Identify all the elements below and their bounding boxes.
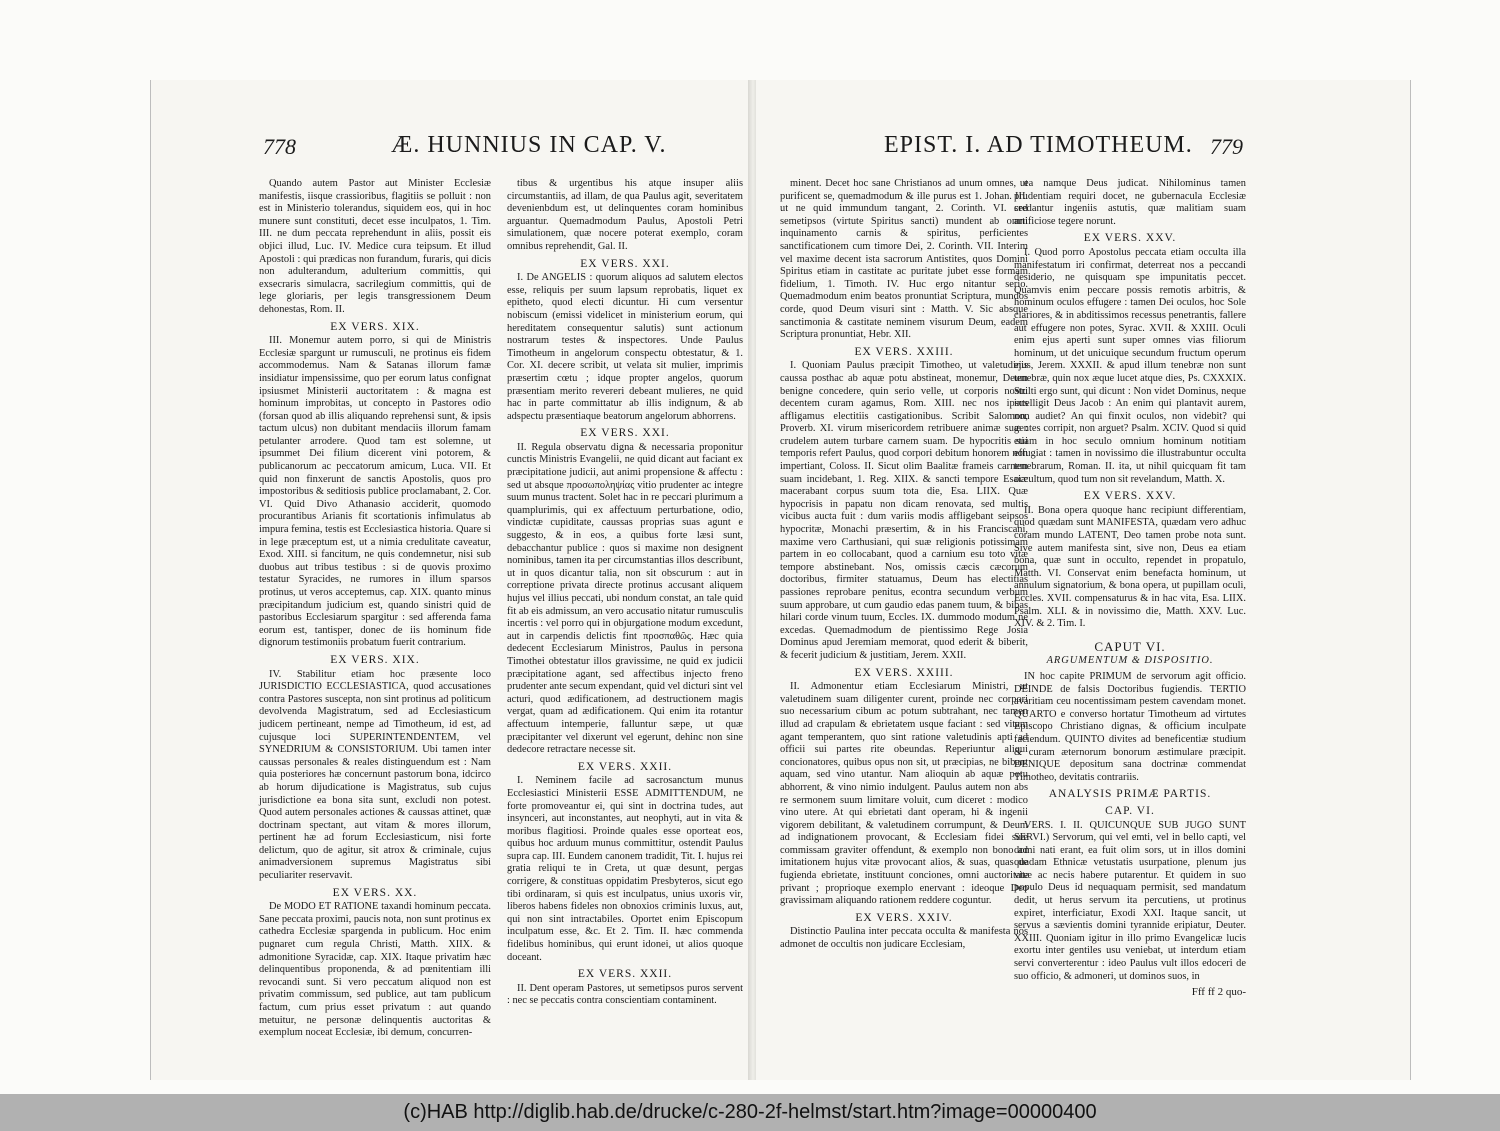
- section-heading: EX VERS. XXI.: [580, 257, 670, 270]
- section-heading: EX VERS. XIX.: [330, 320, 420, 333]
- paragraph: IV. Stabilitur etiam hoc præsente loco JURISDICTIO ECCLESIASTICA, quod accusationes contra Pastores suscepta, non sint protinus ad politicum devolvenda Magistratum, sed ad Ecclesiasticum judicem pertineant, nempe ad Timotheum, id est, ad cujusque loci SUPERINTENDENTEM, vel SYNEDRIUM & CONSISTORIUM. Ubi tamen inter caussas personales & reales distinguendum est : Nam quia posteriores hæ concernunt pastorum bona, idcirco ab horum dijudicatione is Magistratus, sub cujus jurisdictione ea bona sita sunt, excludi non potest. Quod autem personales actiones & caussas attinet, quæ doctrinam spectant, aut vitam & mores illorum, pertinent hæ ad forum Ecclesiasticum, nisi forte delictum, quo de agitur, sit atrox & criminale, cujus animadversionem supremus Magistratus sibi peculiariter reservavit.: [259, 668, 491, 882]
- paragraph: minent. Decet hoc sane Christianos ad unum omnes, ut purificent se, quemadmodum & ille purus est 1. Johan. III. ut ne quid immundum tangant, 2. Corinth. VI. sed semetipsos (virtute Spiritus sancti) mundent ab omni inquinamento carnis & spiritus, perficientes sanctificationem cum timore Dei, 2. Corinth. VII. Interim vel maxime decent ista sacrorum Antistites, quos Domini Spiritus etiam in castitate ac puritate jubet esse formam fidelium, 1. Timoth. IV. Huc ergo nitantur serio. Quemadmodum enim beatos pronuntiat Scriptura, mundos corde, quod Deum visuri sint : Matth. V. Sic absque sanctimonia & castitate neminem visurum Deum, eadem Scriptura pronuntiat, Hebr. XII.: [780, 178, 1028, 341]
- left-page-number: 778: [263, 134, 296, 159]
- right-column-1: [780, 178, 1028, 955]
- section-heading: EX VERS. XX.: [332, 886, 418, 899]
- paragraph: tibus & urgentibus his atque insuper aliis circumstantiis, ad illam, de qua Paulus agit, severitatem devenienbdum est, ut delinquentes coram hominibus arguantur. Quemadmodum Paulus, Apostoli Petri simulationem, quæ nocere poterat exemplo, coram omnibus reprehendit, Gal. II.: [507, 178, 743, 252]
- left-column-1: [259, 178, 491, 1043]
- right-column-2: [1014, 178, 1246, 1002]
- paragraph: II. Bona opera quoque hanc recipiunt differentiam, quod quædam sunt MANIFESTA, quædam vero adhuc coram mundo LATENT, Deo tamen probe nota sunt. Sive autem manifesta sint, sive non, Deus ea etiam bona, quæ sunt in occulto, rependet in propatulo, Matth. VI. Conservat enim benefacta hominum, ut annulum signatorium, & bona opera, ut pupillam oculi, Eccles. XVII. compensaturus & in hac vita, Esa. LIIX. Psalm. XLI. & in novissimo die, Matth. XXV. Luc. XIV. & 2. Tim. I.: [1014, 504, 1246, 630]
- section-heading: EX VERS. XXIII.: [854, 666, 954, 679]
- section-heading: CAP. VI.: [1105, 804, 1155, 817]
- right-page-number: 779: [1210, 134, 1243, 159]
- section-heading: EX VERS. XXI.: [580, 427, 670, 440]
- copyright-url[interactable]: (c)HAB http://diglib.hab.de/drucke/c-280-2f-helmst/start.htm?image=00000400: [403, 1101, 1097, 1123]
- paragraph: Quando autem Pastor aut Minister Ecclesiæ manifestis, iisque crassioribus, flagitiis se polluit : non est in Ministerio tolerandus, siquidem eos, qui in hoc munere sunt constituti, decet esse inculpatos, 1. Tim. III. ne dum peccata reprehendunt in aliis, possit eis objici illud, Luc. IV. Medice cura teipsum. Et illud Apostoli : qui prædicas non furandum, furaris, qui dicis non adulterandum, adulterium committis, qui exsecraris simulacra, sacrilegium committis, qui de lege gloriaris, per legis transgressionem Deum dehonestas, Rom. II.: [259, 178, 491, 315]
- paragraph: I. Quod porro Apostolus peccata etiam occulta illa manifestatum iri confirmat, deterreat nos a peccandi desiderio, ne quisquam spe impunitatis peccet. Quamvis enim peccare possis remotis arbitris, & hominum oculos effugere : tamen Dei oculos, hoc Sole clariores, & in abditissimos recessus penetrantis, fallere aut effugere non potes, Syrac. XVII. & XXIII. Oculi enim ejus aperti sunt super omnes vias filiorum hominum, ut det unicuique secundum fructum operum ejus, Jerem. XXXII. & apud illum tenebræ non sunt tenebræ, quin nox æque lucet atque dies, Ps. CXXXIX. Stulti ergo sunt, qui dicunt : Non videt Dominus, neque intelligit Deus Jacob : An enim qui plantavit aurem, non audiet? An qui finxit oculos, non videbit? qui gentes corripit, non arguet? Psalm. XCIV. Quod si quid etiam in hoc seculo omnium hominum notitiam effugiat : tamen in novissimo die illustrabuntur occulta tenebrarum, Roman. II. ita, ut nihil quicquam fit tam occultum, quod tum non sit revelandum, Matth. X.: [1014, 246, 1246, 485]
- right-running-head: EPIST. I. AD TIMOTHEUM.: [884, 132, 1193, 158]
- section-heading: EX VERS. XXII.: [577, 968, 673, 981]
- section-heading: EX VERS. XIX.: [330, 653, 420, 666]
- section-heading: EX VERS. XXII.: [577, 760, 673, 773]
- paragraph: III. Monemur autem porro, si qui de Ministris Ecclesiæ spargunt ur rumusculi, ne protinus eis fidem accommodemus. Nam & Satanas illorum famæ insidiatur impensissime, quo per eorum latus confignat ipsiusmet Ministerii auctoritatem : & magna est hominum improbitas, ut concepto in Pastores odio (forsan quod ab illis aliquando reprehensi sunt, & ipsis tactum ulcus) non dubitant mendaciis illorum famam petulanter arrodere. Quod tam est solemne, ut ipsummet Dei filium dicerent vini potorem, & publicanorum ac peccatorum amicum, Luca. VII. Et quid non finxerunt de sanctis Apostolis, quos pro impostoribus & seditiosis publice proclamabant, 2. Cor. VI. Quid Divo Athanasio acciderit, quomodo procurantibus Arianis fit scortationis infimulatus ab impura femina, testis est Ecclesiastica historia. Quare si in lege præceptum est, ut a nimia credulitate caveatur, Exod. XIII. si fancitum, ne quis condemnetur, nisi sub duobus aut tribus testibus : si de quovis proximo testatur Syracides, ne rumores in illum sparsos protinus, ut veros acceptemus, cap. XIX. quanto minus præcipitandum judicium est, quando sinistri quid de pastoribus Ecclesiarum spargitur : sed afferenda fama eorum est, tantisper, donec de iis hominum fide dignorum testimoniis probatum fuerit contrarium.: [259, 335, 491, 649]
- left-column-2: [507, 178, 743, 1011]
- paragraph: Distinctio Paulina inter peccata occulta & manifesta nos admonet de occultis non judicare Ecclesiam,: [780, 926, 1028, 951]
- section-heading: EX VERS. XXV.: [1083, 490, 1177, 503]
- book-spread: [150, 80, 1410, 1080]
- left-page: [150, 80, 751, 1080]
- section-heading: ARGUMENTUM & DISPOSITIO.: [1046, 655, 1214, 667]
- paragraph: II. Dent operam Pastores, ut semetipsos puros servent : nec se peccatis contra conscientiam contaminent.: [507, 982, 743, 1007]
- paragraph: ea namque Deus judicat. Nihilominus tamen prudentiam requiri docet, ne gubernacula Ecclesiæ credantur ingeniis astutis, quæ malitiam suam artificiose tegere norunt.: [1014, 178, 1246, 227]
- paragraph: VERS. I. II. QUICUNQUE SUB JUGO SUNT SERVI.) Servorum, qui vel emti, vel in bello capti, vel domi nati erant, ea fuit olim sors, ut in illos domini quadam Ethnicæ vetustatis usurpatione, plenum jus vitæ ac necis habere putarentur. Et quidem in suo populo Deus id nequaquam permisit, sed mandatum dedit, ut herus servum ita percutiens, ut protinus expiret, interficiatur, Exodi XXI. Itaque sancit, ut servus a sævientis domini tyrannide eripiatur, Deuter. XXIII. Quoniam igitur in illo primo Evangelicæ lucis exortu inter gentiles usu veniebat, ut interdum etiam servi converterentur : ideo Paulus vult illos edoceri de suo officio, & admoneri, ut dominos suos, in: [1014, 819, 1246, 982]
- section-heading: EX VERS. XXIV.: [855, 911, 953, 924]
- paragraph: I. Quoniam Paulus præcipit Timotheo, ut valetudinis caussa posthac ab aquæ potu abstineat, monemur, Deum benigne concedere, quin serio velle, ut corporis nostri decentem curam agamus, Rom. XIII. nec nos ipsos affligamus electitiis castigationibus. Scribit Salomon, Proverb. XI. virum misericordem retribuere animæ suæ : crudelem autem turbare carnem suam. De hypocritis sui temporis refert Paulus, quod corpori debitum honorem non impertiant, Coloss. II. Sicut olim Baalitæ frameis carnem suam incidebant, 1. Reg. XIIX. & sancti tempore Esaiæ macerabant corpus suum tota die, Esa. LIIX. Quæ hypocrisis in papatu non dicam renovata, sed multis vicibus aucta fuit : dum variis modis affligebant seipsos hypocritæ, Monachi præsertim, & in his Franciscani, maxime vero Carthusiani, qui suæ religionis potissimam partem in eo collocabant, quod a carnium esu toto vitæ tempore abstinebant. Nos, omissis cæcis cæcorum doctoribus, firmiter statuamus, Deum has electitias passiones reprobare penitus, econtra secundum verbum suum approbare, ut cum gaudio edas panem tuum, & bibas hilari corde vinum tuum, Eccles. IX. dummodo modum ne excedas. Quemadmodum de pientissimo Rege Josia Dominus apud Jeremiam memorat, quod ederit & biberit, & fecerit judicium & justitiam, Jerem. XXII.: [780, 360, 1028, 661]
- footer-bar: [0, 1094, 1500, 1131]
- paragraph: IN hoc capite PRIMUM de servorum agit officio. DEINDE de falsis Doctoribus fugiendis. TERTIO avaritiam ceu nocentissimam pestem cavendam monet. QUARTO e converso hortatur Timotheum ad virtutes Episcopo Christiano dignas, & officium inculpate faciendum. QUINTO divites ad beneficentiæ studium & curam æternorum bonorum æstimulare præcipit. DENIQUE depositum sana doctrinæ commendat Timotheo, devitatis contrariis.: [1014, 670, 1246, 783]
- section-heading: EX VERS. XXV.: [1083, 232, 1177, 245]
- paragraph: II. Regula observatu digna & necessaria proponitur cunctis Ministris Evangelii, ne quid dicant aut faciant ex præcipitatione judicii, aut animi propensione & affectu : sed ut absque προσωποληψίας vitio prudenter ac integre suum munus tractent. Solet hac in re peccari plurimum a quamplurimis, qui ex affectuum perturbatione, odio, vindictæ cupiditate, caussas proprias suas agunt e suggesto, & in eos, a quibus forte læsi sunt, debacchantur publice : quos si maxime non designent nominibus, tamen ita per circumstantias illos describunt, ut in quos dicantur talia, non sit obscurum : aut in correptione privata directe protinus accusant aliquem hujus vel illius peccati, ubi nondum constat, an tale quid fit ab eis admissum, an vero accusatio nitatur rumusculis incertis : vel porro qui in objurgatione modum excedunt, aut in carpendis delictis fint προσπαθῶς. Hæc quia dedecent Ecclesiarum Ministros, Paulus in persona Timothei obtestatur illos gravissime, ne quid ex judicii præcipitatione agant, sed affectibus injecto freno prudenter ante secum expendant, quid vel dicturi sint vel acturi, quod ædificationem, ad destructionem magis vergat, quam ad ædificationem. Qui enim ita rotantur affectuum intemperie, falluntur sæpe, ut quæ præcipitanter vel dixerunt vel egerunt, dehinc non sine dedecore retractare necesse sit.: [507, 441, 743, 756]
- paragraph: II. Admonentur etiam Ecclesiarum Ministri, ut valetudinem suam diligenter curent, proinde nec corpori suo necessarium cibum ac potum subtrahant, nec tamen illud ad crapulam & ebrietatem usque faciant : sed vitam agant temperantem, quo sint ratione valetudinis apti ad officii sui partes rite obeundas. Reperiuntur aliqui concionatores, quibus opus non sit, ut præcipias, ne bibant aquam, sed vino utantur. Nam alioquin ab aquæ potu abhorrent, & vino nimio indulgent. Paulus autem non abs re sermonem suum limitare voluit, cum diceret : modico vino utere. At qui ebrietati dant operam, hi & ingenii vigorem debilitant, & valetudinem corrumpunt, & Deum ad indignationem provocant, & Ecclesiam fidei suæ commissam graviter offendunt, & exemplo non bono ad imitationem hujus vitæ provocant alios, & suas, quas de fugienda ebrietate, instituunt conciones, omni auctoritate privant ; proprioque exemplo enervant : ideoque Deo gravissimam aliquando rationem reddere coguntur.: [780, 681, 1028, 907]
- right-page: [756, 80, 1411, 1080]
- left-running-head: Æ. HUNNIUS IN CAP. V.: [391, 132, 667, 158]
- paragraph: I. Neminem facile ad sacrosanctum munus Ecclesiastici Ministerii ESSE ADMITTENDUM, ne forte promoveantur ei, qui sint in doctrina tudes, aut insynceri, aut inconstantes, aut neophyti, aut in vita & moribus flagitiosi. Proinde quales esse oporteat eos, quibus hoc arduum munus committitur, ostendit Paulus supra cap. III. Eundem canonem tradidit, Tit. I. hujus rei gratia reliqui te in Creta, ut quæ desunt, pergas corrigere, & constituas oppidatim Presbyteros, sicut ego tibi ordinaram, si quis est inculpatus, unius uxoris vir, liberos habens fideles non obnoxios criminis luxus, aut, qui non sint intractabiles. Oportet enim Episcopum inculpatum esse, &c. Et 2. Tim. II. hæc commenda fidelibus hominibus, qui erunt idonei, ut alios quoque doceant.: [507, 775, 743, 963]
- paragraph: De MODO ET RATIONE taxandi hominum peccata. Sane peccata proximi, paucis nota, non sunt protinus ex cathedra Ecclesiæ spargenda in publicum. Hoc enim pugnaret cum regula Christi, Matth. XIIX. & admonitione Syracidæ, cap. XIX. Itaque privatim hæc delinquentibus proponenda, & ad pœnitentiam illi revocandi sunt. Si vero peccatum aliquod non est privatim commissum, sed publice, aut tam publicum factum, cum prius esset privatum : aut quando metuitur, ne personæ delinquentis auctoritas & exemplum noceat Ecclesiæ, ibi demum, concurren-: [259, 901, 491, 1039]
- section-heading: CAPUT VI.: [1094, 638, 1166, 654]
- signature-mark: Fff ff 2 quo-: [1191, 986, 1246, 999]
- section-heading: EX VERS. XXIII.: [854, 345, 954, 358]
- paragraph: I. De ANGELIS : quorum aliquos ad salutem electos esse, reliquis per suum lapsum reprobatis, liquet ex epitheto, quod electi dicuntur. Hi cum versentur nobiscum (emissi videlicet in ministerium eorum, qui hereditatem consequentur salutis) sunt actionum nostrarum testes & inspectores. Unde Paulus Timotheum in angelorum conspectu obtestatur, & 1. Cor. XI. decere scribit, ut velata sit mulier, imprimis præsertim cœtu ; idque propter angelos, quorum præsentiam merito revereri debeant mulieres, ne quid hac in parte committatur ab illis indignum, & ab adspectu præsentiaque beatorum angelorum abhorrens.: [507, 272, 743, 422]
- section-heading: ANALYSIS PRIMÆ PARTIS.: [1048, 788, 1212, 801]
